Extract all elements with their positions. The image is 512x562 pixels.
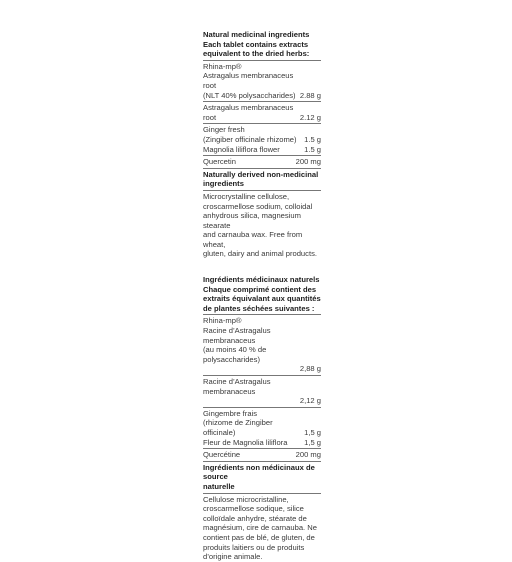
en-ingredient-quercetin: Quercetin 200 mg: [203, 157, 321, 167]
divider: [203, 314, 321, 315]
fr-nonmedicinal-heading: Ingrédients non médicinaux de source naturelle: [203, 462, 315, 491]
divider: [203, 407, 321, 408]
fr-heading: Ingrédients médicinaux naturels Chaque comprimé contient des extraits équivalant aux quantités de plantes séchées suivantes :: [203, 275, 321, 313]
en-ingredient-astragalus-root: Astragalus membranaceus root 2.12 g: [203, 103, 321, 122]
divider: [203, 448, 321, 449]
ingredients-label: [203, 30, 321, 562]
divider: [203, 60, 321, 61]
en-ingredient-ginger: Ginger fresh (Zingiber officinale rhizome) 1.5 g: [203, 125, 321, 144]
divider: [203, 168, 321, 169]
fr-ingredient-ginger: Gingembre frais (rhizome de Zingiber officinale) 1,5 g: [203, 408, 321, 437]
en-nonmedicinal-heading: Naturally derived non-medicinal ingredients: [203, 169, 319, 189]
fr-nonmedicinal-text: Cellulose microcristalline, croscarmellose sodique, silice colloïdale anhydre, stéarate de magnésium, cire de carnauba. Ne contient pas de blé, de gluten, de produits laitiers ou de produits d’origine animale.: [203, 494, 317, 562]
fr-ingredient-astragalus-extract: Racine d’Astragalus membranaceus (au moins 40 % de polysaccharides) 2,88 g: [203, 326, 321, 374]
divider: [203, 493, 321, 494]
divider: [203, 155, 321, 156]
en-heading: Natural medicinal ingredients Each tablet contains extracts equivalent to the dried herbs:: [203, 30, 310, 59]
fr-ingredient-astragalus-root: Racine d’Astragalus membranaceus 2,12 g: [203, 377, 321, 406]
en-nonmedicinal-text: Microcrystalline cellulose, croscarmellose sodium, colloidal anhydrous silica, magnesium stearate and carnauba wax. Free from wheat, gluten, dairy and animal products.: [203, 191, 317, 259]
en-product-name: Rhina-mp®: [203, 61, 242, 71]
fr-ingredient-magnolia: Fleur de Magnolia liliflora 1,5 g: [203, 437, 321, 447]
fr-ingredient-quercetin: Quercétine 200 mg: [203, 450, 321, 460]
divider: [203, 123, 321, 124]
en-ingredient-magnolia: Magnolia liliflora flower 1.5 g: [203, 144, 321, 154]
divider: [203, 101, 321, 102]
divider: [203, 461, 321, 462]
divider: [203, 375, 321, 376]
fr-product-name: Rhina-mp®: [203, 316, 242, 326]
en-ingredient-astragalus-extract: Astragalus membranaceus root (NLT 40% polysaccharides) 2.88 g: [203, 71, 321, 100]
divider: [203, 190, 321, 191]
